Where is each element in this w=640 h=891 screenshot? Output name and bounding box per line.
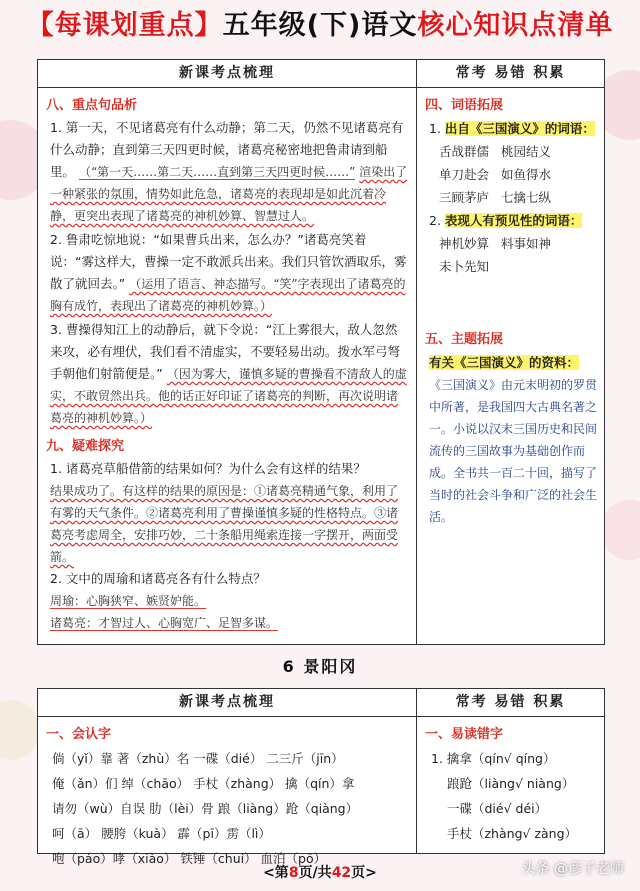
sentence-1-note-quote: （“第一天……第二天……直到第三天四更时候……” — [79, 165, 356, 179]
section-key-sentences-title: 八、重点句品析 — [46, 98, 138, 113]
chapter-review-box — [37, 688, 605, 866]
word: 神机妙算 — [439, 236, 490, 251]
word: 三顾茅庐 — [439, 190, 490, 205]
word: 未卜先知 — [439, 259, 490, 274]
key-sentence-2: 2. 鲁肃吃惊地说：“如果曹兵出来，怎么办？”诸葛亮笑着说：“雾这样大，曹操一定不敢派兵出来。我们只管饮酒取乐，雾散了就回去。” （运用了语言、神态描写。“笑”字表现出了诸葛亮的胸有成竹，表现出了诸葛亮的神机妙算。） — [50, 232, 407, 313]
left-column — [38, 689, 417, 866]
section-difficulty-title: 九、疑难探究 — [46, 439, 125, 454]
sentence-1-note: 渲染出了一种紧张的氛围，情势如此危急，诸葛亮的表现却是如此沉着冷静，更突出表现了诸葛亮的神机妙算、智慧过人。 — [50, 165, 408, 223]
current-page-number: 8 — [288, 865, 299, 881]
page-indicator: <第8页/共42页> — [263, 865, 377, 881]
pinyin-row: 咆（páo）哮（xiào） 铁锤（chuí） 血泊（pō） — [52, 851, 327, 866]
sentence-2-note: （运用了语言、神态描写。“笑”字表现出了诸葛亮的胸有成竹，表现出了诸葛亮的神机妙算。） — [50, 277, 406, 313]
word: 如鱼得水 — [500, 167, 551, 182]
answer-2-zhugeliang: 诸葛亮：才智过人、心胸宽广、足智多谋。 — [50, 616, 279, 630]
theme-text: 《三国演义》由元末明初的罗贯中所著，是我国四大古典名著之一。小说以汉末三国历史和民间流传的三国故事为基础创作而成。全书共一百二十回，描写了当时的社会斗争和广泛的社会生活。 — [429, 378, 598, 524]
word: 七擒七纵 — [500, 190, 551, 205]
total-page-number: 42 — [331, 865, 352, 881]
left-column-header: 新课考点梳理 — [38, 689, 416, 717]
key-sentence-3: 3. 曹操得知江上的动静后，就下令说：“江上雾很大，敌人忽然来攻，必有埋伏，我们看不清虚实，不要轻易出动。拨水军弓弩手朝他们射箭便是。” （因为雾大，谨慎多疑的曹操看不清敌人的虚实，不敢贸然出兵。他的话正好印证了诸葛亮的判断，再次说明诸葛亮的神机妙算。） — [50, 322, 407, 425]
word: 舌战群儒 — [439, 144, 490, 159]
word-group-2-title: 2. 表现人有预见性的词语： — [429, 213, 583, 228]
easy-misread-row: 一碟（dié√ déi） — [447, 801, 548, 816]
right-column — [417, 689, 604, 853]
word: 桃园结义 — [500, 144, 551, 159]
title-grade: 五年级(下)语文 — [222, 9, 418, 41]
chapter-title: 6 景阳冈 — [282, 657, 358, 676]
pinyin-row: 呵（ā） 腰胯（kuà） 霹（pī）雳（lì） — [52, 826, 271, 841]
word-group-1-title: 1. 出自《三国演义》的词语： — [429, 121, 595, 136]
word-group-2-list — [417, 232, 604, 278]
answer-2-zhouyu: 周瑜：心胸狭窄、嫉贤妒能。 — [50, 594, 207, 608]
theme-subtitle: 有关《三国演义》的资料： — [429, 355, 580, 370]
pinyin-row: 请勿（wù）自误 肋（lèi）骨 踉（liàng）跄（qiàng） — [52, 801, 359, 816]
title-suffix: 核心知识点清单 — [417, 9, 614, 41]
answer-1: 结果成功了。有这样的结果的原因是：①诸葛亮精通气象，利用了有雾的天气条件。②诸葛亮利用了曹操谨慎多疑的性格特点。③诸葛亮考虑周全，安排巧妙，二十条船用绳索连接一字摆开，两面受箭。 — [50, 484, 399, 564]
background-blossom — [600, 500, 640, 560]
easy-misread-row: 踉跄（liàng√ niàng） — [447, 776, 575, 791]
section-easy-misread-title: 一、易读错字 — [425, 727, 504, 742]
left-column-header: 新课考点梳理 — [38, 60, 416, 88]
page-title — [0, 0, 640, 44]
word: 料事如神 — [500, 236, 551, 251]
background-blossom — [0, 700, 40, 760]
section-recognize-chars-title: 一、会认字 — [46, 727, 112, 742]
right-column-header: 常考 易错 积累 — [417, 689, 604, 717]
pinyin-row: 俺（ǎn）们 绰（chāo） 手杖（zhàng） 擒（qín）拿 — [52, 776, 355, 791]
question-2: 2. 文中的周瑜和诸葛亮各有什么特点？ — [50, 571, 266, 586]
source-watermark: 头条 @彦子老师 — [521, 861, 624, 877]
question-1: 1. 诸葛亮草船借箭的结果如何？为什么会有这样的结果？ — [50, 461, 366, 476]
key-sentence-1: 1. 第一天，不见诸葛亮有什么动静；第二天，仍然不见诸葛亮有什么动静；直到第三天四更时候，诸葛亮秘密地把鲁肃请到船里。 （“第一天……第二天……直到第三天四更时候……” 渲染出了一种紧张的氛围，情势如此危急，诸葛亮的表现却是如此沉着冷静，更突出表现了诸葛亮的神机妙算、智慧过人。 — [50, 120, 408, 223]
section-theme-expansion-title: 五、主题拓展 — [425, 332, 504, 347]
sentence-3-note: （因为雾大，谨慎多疑的曹操看不清敌人的虚实，不敢贸然出兵。他的话正好印证了诸葛亮的判断，再次说明诸葛亮的神机妙算。） — [50, 367, 407, 425]
word: 单刀赴会 — [439, 167, 490, 182]
section-word-expansion-title: 四、词语拓展 — [425, 98, 504, 113]
left-column — [38, 60, 417, 644]
pinyin-row: 倘（yǐ）靠 著（zhù）名 一碟（dié） 二三斤（jīn） — [52, 751, 344, 766]
title-bracket-label: 【每课划重点】 — [26, 9, 223, 41]
word-group-1-list — [417, 140, 604, 209]
right-column — [417, 60, 604, 644]
easy-misread-row: 手杖（zhàng√ zàng） — [447, 826, 578, 841]
right-column-header: 常考 易错 积累 — [417, 60, 604, 88]
lesson-review-box — [37, 59, 605, 645]
easy-misread-row: 1. 擒拿（qín√ qíng） — [431, 751, 556, 766]
